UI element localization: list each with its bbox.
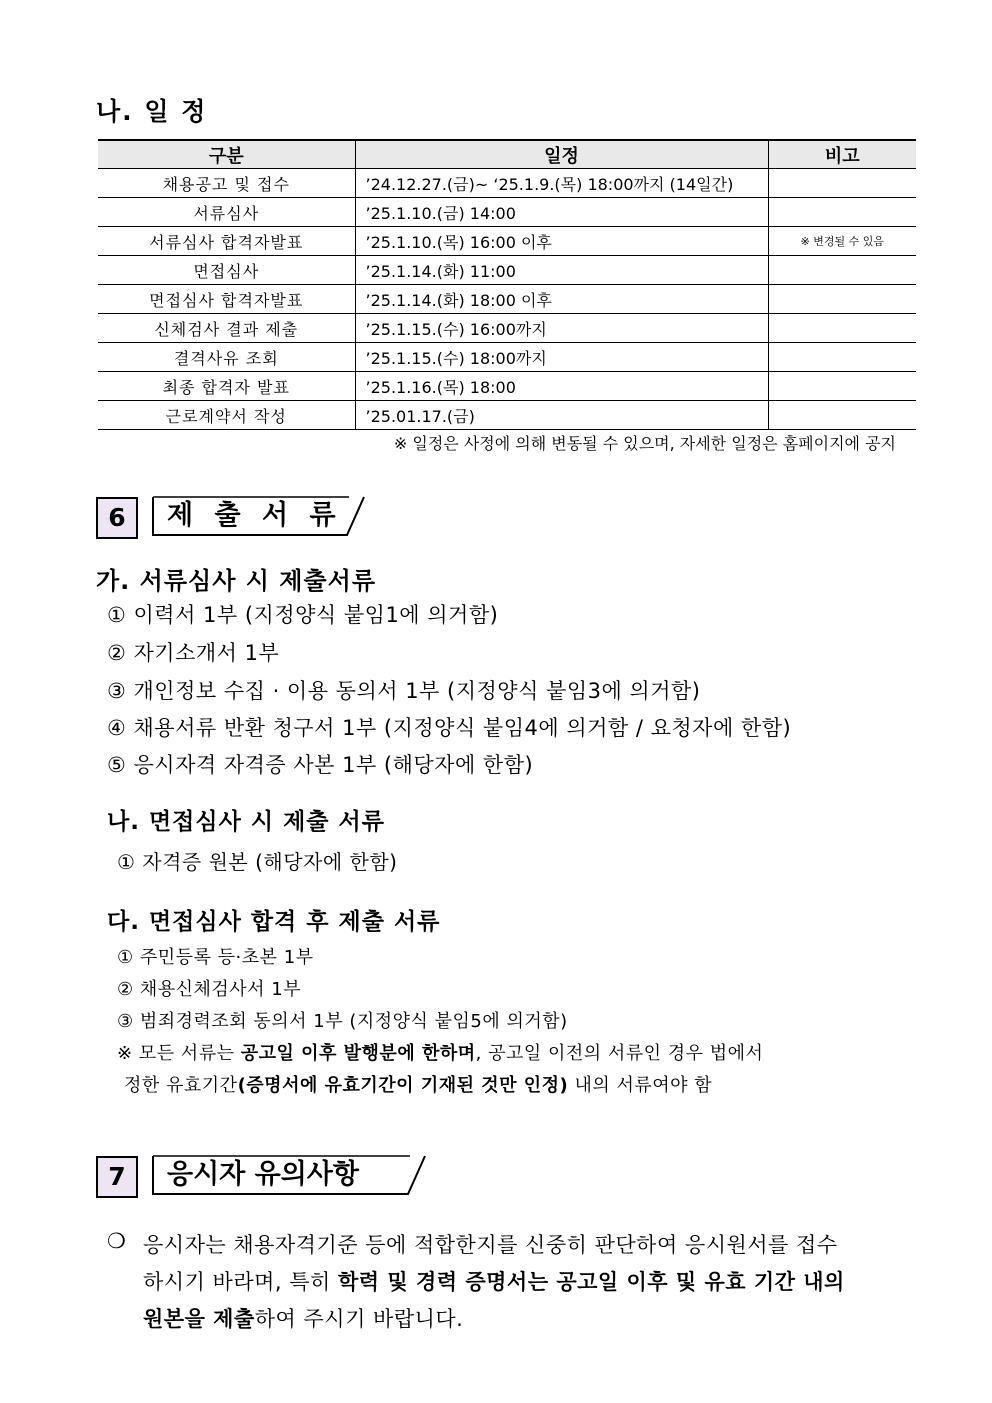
col-header-schedule: 일정 xyxy=(355,140,768,169)
row-date: ’25.1.14.(화) 11:00 xyxy=(355,256,768,285)
row-date: ’25.1.10.(금) 14:00 xyxy=(355,198,768,227)
row-note xyxy=(768,256,916,285)
documents-validity-note-line2 xyxy=(124,1071,712,1097)
table-row xyxy=(98,169,916,198)
row-item: 서류심사 xyxy=(98,198,355,227)
table-row xyxy=(98,198,916,227)
row-item: 신체검사 결과 제출 xyxy=(98,314,355,343)
notice-line2-text: 하시기 바라며, 특히 xyxy=(143,1270,338,1294)
list-item: ④ 채용서류 반환 청구서 1부 (지정양식 붙임4에 의거함 / 요청자에 한함) xyxy=(107,716,792,740)
table-row xyxy=(98,401,916,430)
row-item: 채용공고 및 접수 xyxy=(98,169,355,198)
schedule-header-row xyxy=(98,140,916,169)
row-item: 결격사유 조회 xyxy=(98,343,355,372)
section-6-title: 제 출 서 류 xyxy=(167,500,342,531)
notice-line2 xyxy=(143,1266,845,1296)
table-row xyxy=(98,285,916,314)
schedule-table xyxy=(98,139,916,430)
subsection-b-heading: 나. 면접심사 시 제출 서류 xyxy=(107,809,385,835)
row-note xyxy=(768,285,916,314)
row-date: ’25.1.16.(목) 18:00 xyxy=(355,372,768,401)
row-date: ’24.12.27.(금)~ ‘25.1.9.(목) 18:00까지 (14일간) xyxy=(355,169,768,198)
col-header-remark: 비고 xyxy=(768,140,916,169)
subsection-a-heading: 가. 서류심사 시 제출서류 xyxy=(96,567,377,595)
row-item: 최종 합격자 발표 xyxy=(98,372,355,401)
list-item: ③ 개인정보 수집 · 이용 동의서 1부 (지정양식 붙임3에 의거함) xyxy=(107,679,701,703)
section-6-number: 6 xyxy=(96,497,138,539)
notice-line2-bold: 학력 및 경력 증명서는 공고일 이후 및 유효 기간 내의 xyxy=(338,1270,845,1294)
row-note xyxy=(768,198,916,227)
section-7-title-box xyxy=(151,1154,427,1196)
row-item: 서류심사 합격자발표 xyxy=(98,227,355,256)
list-item: ① 자격증 원본 (해당자에 한함) xyxy=(117,850,398,874)
subsection-c-heading: 다. 면접심사 합격 후 제출 서류 xyxy=(107,909,441,935)
notice-line1: 응시자는 채용자격기준 등에 적합한지를 신중히 판단하여 응시원서를 접수 xyxy=(143,1233,838,1257)
note-line2-a: 정한 유효기간 xyxy=(124,1075,238,1096)
section-7-number: 7 xyxy=(96,1156,138,1198)
documents-validity-note-line1 xyxy=(117,1039,763,1065)
row-item: 근로계약서 작성 xyxy=(98,401,355,430)
note-bold-issue: 공고일 이후 발행분에 한하며 xyxy=(240,1043,476,1064)
list-item: ① 이력서 1부 (지정양식 붙임1에 의거함) xyxy=(107,603,499,627)
table-row xyxy=(98,372,916,401)
row-date: ’25.1.15.(수) 18:00까지 xyxy=(355,343,768,372)
row-note: ※ 변경될 수 있음 xyxy=(768,227,916,256)
row-note xyxy=(768,169,916,198)
table-row xyxy=(98,314,916,343)
list-item: ③ 범죄경력조회 동의서 1부 (지정양식 붙임5에 의거함) xyxy=(117,1011,568,1032)
note-mid: , 공고일 이전의 서류인 경우 법에서 xyxy=(475,1043,764,1064)
table-row xyxy=(98,343,916,372)
row-item: 면접심사 xyxy=(98,256,355,285)
row-item: 면접심사 합격자발표 xyxy=(98,285,355,314)
note-line2-b: 내의 서류여야 함 xyxy=(568,1075,713,1096)
row-date: ’25.1.14.(화) 18:00 이후 xyxy=(355,285,768,314)
section-7-title: 응시자 유의사항 xyxy=(167,1159,359,1190)
notice-line3-text: 하여 주시기 바랍니다. xyxy=(254,1307,464,1331)
list-item: ② 자기소개서 1부 xyxy=(107,641,280,665)
list-item: ⑤ 응시자격 자격증 사본 1부 (해당자에 한함) xyxy=(107,753,534,777)
table-row xyxy=(98,227,916,256)
row-note xyxy=(768,401,916,430)
row-note xyxy=(768,314,916,343)
note-prefix: ※ 모든 서류는 xyxy=(117,1043,241,1064)
schedule-footnote: ※ 일정은 사정에 의해 변동될 수 있으며, 자세한 일정은 홈페이지에 공지 xyxy=(393,434,896,453)
row-date: ’25.1.15.(수) 16:00까지 xyxy=(355,314,768,343)
row-note xyxy=(768,343,916,372)
col-header-category: 구분 xyxy=(98,140,355,169)
table-row xyxy=(98,256,916,285)
schedule-heading: 나. 일 정 xyxy=(96,97,208,126)
section-6-title-box xyxy=(151,495,366,537)
row-date: ’25.01.17.(금) xyxy=(355,401,768,430)
list-item: ① 주민등록 등·초본 1부 xyxy=(117,947,314,968)
list-item: ② 채용신체검사서 1부 xyxy=(117,979,302,1000)
notice-line3 xyxy=(143,1303,463,1333)
row-note xyxy=(768,372,916,401)
bullet-icon: ❍ xyxy=(107,1229,127,1253)
notice-line3-bold: 원본을 제출 xyxy=(143,1307,255,1331)
note-bold-validity: (증명서에 유효기간이 기재된 것만 인정) xyxy=(237,1075,569,1096)
row-date: ’25.1.10.(목) 16:00 이후 xyxy=(355,227,768,256)
